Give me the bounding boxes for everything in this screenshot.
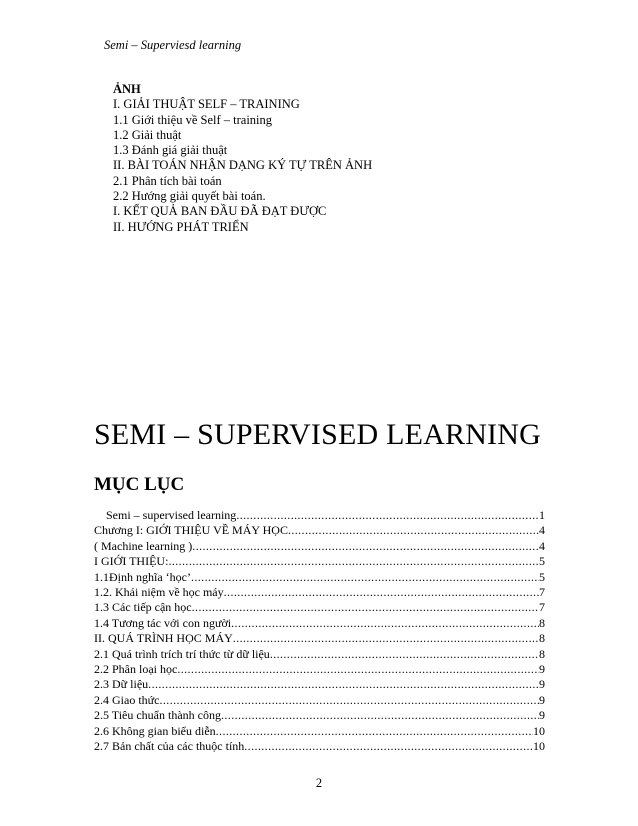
toc-heading: MỤC LỤC (94, 474, 185, 495)
toc-entry[interactable] (94, 724, 545, 739)
toc-entry-page: 8 (539, 646, 545, 661)
toc-leader-dots (216, 724, 533, 739)
toc-leader-dots (192, 539, 539, 554)
toc-entry-text: 2.5 Tiêu chuẩn thành công (94, 708, 221, 723)
outline-item: 2.2 Hướng giải quyết bài toán. (113, 189, 266, 204)
toc-leader-dots (233, 631, 539, 646)
toc-entry-text: 2.3 Dữ liệu (94, 677, 149, 692)
running-header: Semi – Superviesd learning (104, 38, 242, 52)
toc-entry[interactable] (94, 570, 545, 585)
toc-entry-text: 2.7 Bản chất của các thuộc tính (94, 739, 245, 754)
toc-entry-text: 1.1Định nghĩa ‘học’ (94, 569, 191, 584)
toc-entry[interactable] (94, 693, 545, 708)
toc-entry-page: 7 (539, 600, 545, 615)
toc-entry-text: 1.4 Tương tác với con người (94, 615, 232, 630)
page-number: 2 (315, 776, 323, 790)
outline-item: 2.1 Phân tích bài toán (113, 173, 222, 188)
toc-entry-page: 7 (539, 585, 545, 600)
toc-leader-dots (236, 508, 539, 523)
toc-entry-page: 5 (539, 554, 545, 569)
toc-entry-text: Chương I: GIỚI THIỆU VỀ MÁY HỌC (94, 523, 288, 538)
toc-leader-dots (224, 585, 539, 600)
toc-entry-text: Semi – supervised learning (106, 508, 237, 522)
toc-entry-text: 2.6 Không gian biểu diễn (94, 723, 216, 738)
toc-leader-dots (191, 570, 539, 585)
toc-entry[interactable] (94, 647, 545, 662)
toc-leader-dots (221, 708, 539, 723)
toc-leader-dots (160, 693, 540, 708)
toc-leader-dots (288, 523, 539, 538)
toc-entry[interactable] (94, 508, 545, 523)
toc-entry[interactable] (94, 708, 545, 723)
toc-entry-page: 9 (539, 708, 545, 723)
toc-entry-page: 1 (539, 508, 545, 522)
toc-leader-dots (177, 662, 539, 677)
outline-item: II. BÀI TOÁN NHẬN DẠNG KÝ TỰ TRÊN ẢNH (113, 158, 373, 173)
table-of-contents (94, 508, 545, 755)
toc-entry[interactable] (94, 539, 545, 554)
toc-entry[interactable] (94, 585, 545, 600)
toc-entry[interactable] (94, 739, 545, 754)
toc-entry[interactable] (94, 616, 545, 631)
toc-entry-page: 4 (539, 538, 545, 553)
toc-entry-text: 2.2 Phân loại học (94, 662, 178, 677)
outline-item: I. KẾT QUẢ BAN ĐẦU ĐÃ ĐẠT ĐƯỢC (113, 204, 327, 219)
toc-leader-dots (270, 647, 539, 662)
toc-entry-text: ( Machine learning ) (94, 538, 193, 553)
toc-entry-text: II. QUÁ TRÌNH HỌC MÁY (94, 631, 233, 646)
outline-item: ẢNH (113, 82, 141, 96)
toc-entry-text: 2.4 Giao thức (94, 692, 160, 707)
toc-entry[interactable] (94, 662, 545, 677)
toc-entry[interactable] (94, 554, 545, 569)
toc-entry-text: 1.3 Các tiếp cận học (94, 600, 192, 615)
toc-entry[interactable] (94, 677, 545, 692)
toc-entry-page: 10 (533, 739, 545, 754)
outline-list (113, 82, 372, 235)
outline-item: II. HƯỚNG PHÁT TRIỂN (113, 219, 249, 234)
toc-leader-dots (231, 616, 539, 631)
outline-item: I. GIẢI THUẬT SELF – TRAINING (113, 97, 300, 112)
toc-entry-text: I GIỚI THIỆU: (94, 554, 169, 569)
toc-leader-dots (148, 677, 539, 692)
toc-entry-page: 9 (539, 662, 545, 677)
outline-item: 1.2 Giải thuật (113, 127, 182, 142)
outline-item: 1.1 Giới thiệu về Self – training (113, 112, 273, 127)
toc-leader-dots (168, 554, 539, 569)
toc-leader-dots (192, 600, 539, 615)
toc-entry[interactable] (94, 631, 545, 646)
toc-entry-page: 8 (539, 615, 545, 630)
toc-entry-page: 5 (539, 569, 545, 584)
toc-entry-text: 2.1 Quá trình trích trí thức từ dữ liệu (94, 646, 270, 661)
toc-entry-page: 9 (539, 677, 545, 692)
toc-entry-page: 10 (533, 723, 545, 738)
toc-entry-page: 9 (539, 692, 545, 707)
toc-entry-page: 4 (539, 523, 545, 538)
toc-entry[interactable] (94, 600, 545, 615)
document-title: SEMI – SUPERVISED LEARNING (94, 418, 541, 451)
toc-leader-dots (244, 739, 533, 754)
toc-entry-page: 8 (539, 631, 545, 646)
toc-entry[interactable] (94, 523, 545, 538)
toc-entry-text: 1.2. Khái niệm về học máy (94, 585, 224, 600)
outline-item: 1.3 Đánh giá giải thuật (113, 143, 228, 158)
